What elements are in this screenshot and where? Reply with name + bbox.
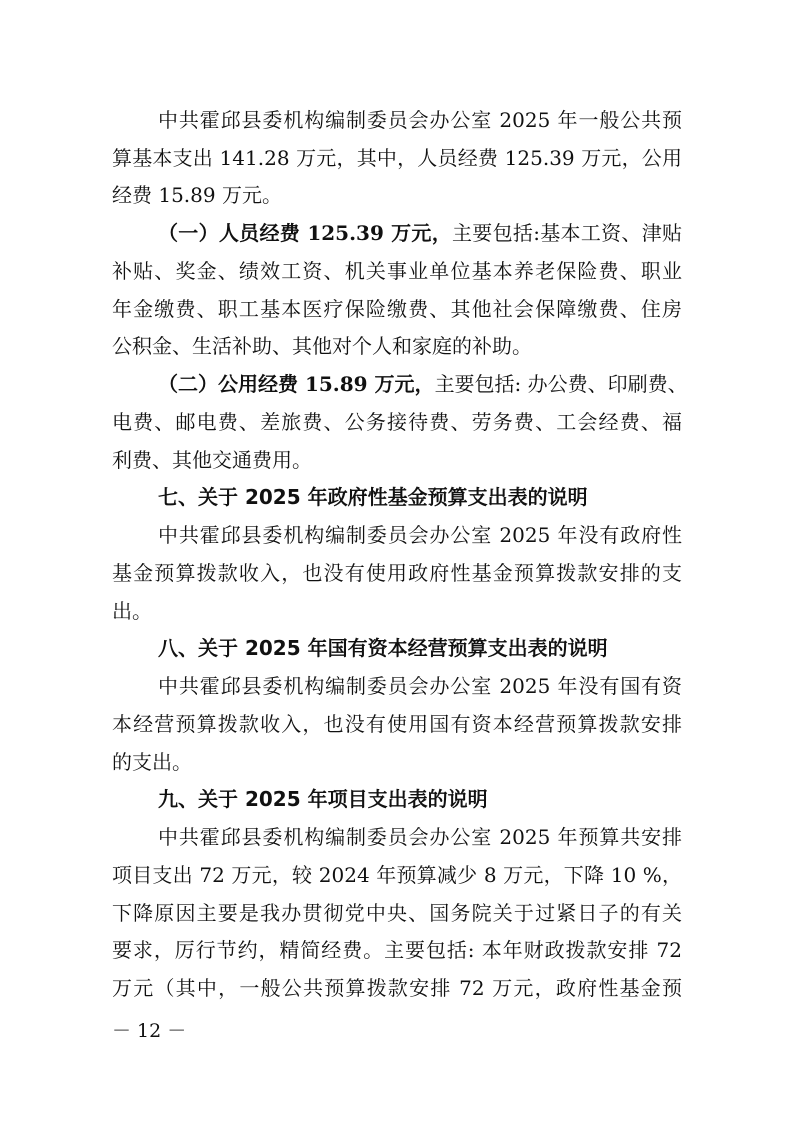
paragraph-line: 公积金、生活补助、其他对个人和家庭的补助。 <box>112 334 532 358</box>
page-number: － 12 － <box>112 1020 187 1042</box>
paragraph-text: 主要包括:基本工资、津贴 <box>452 221 682 245</box>
paragraph-line: 中共霍邱县委机构编制委员会办公室 2025 年预算共安排 <box>158 825 682 849</box>
section-heading: 七、关于 2025 年政府性基金预算支出表的说明 <box>158 485 588 509</box>
paragraph-line: 要求，厉行节约，精简经费。主要包括: 本年财政拨款安排 72 <box>112 938 682 962</box>
paragraph-line <box>158 219 682 247</box>
paragraph-line: 中共霍邱县委机构编制委员会办公室 2025 年一般公共预 <box>158 108 682 132</box>
paragraph-text: 主要包括: 办公费、印刷费、 <box>434 372 688 396</box>
paragraph-line: 算基本支出 141.28 万元，其中，人员经费 125.39 万元，公用 <box>112 146 682 170</box>
paragraph-line: 补贴、奖金、绩效工资、机关事业单位基本养老保险费、职业 <box>112 259 682 283</box>
section-lead: （二）公用经费 15.89 万元， <box>158 372 435 396</box>
paragraph-line <box>158 370 688 398</box>
paragraph-line: 万元（其中，一般公共预算拨款安排 72 万元，政府性基金预 <box>112 976 682 1000</box>
paragraph-line: 年金缴费、职工基本医疗保险缴费、其他社会保障缴费、住房 <box>112 297 682 321</box>
section-lead: （一）人员经费 125.39 万元， <box>158 221 453 245</box>
paragraph-line: 中共霍邱县委机构编制委员会办公室 2025 年没有国有资 <box>158 674 682 698</box>
paragraph-line: 下降原因主要是我办贯彻党中央、国务院关于过紧日子的有关 <box>112 901 682 925</box>
paragraph-line: 本经营预算拨款收入，也没有使用国有资本经营预算拨款安排 <box>112 712 682 736</box>
paragraph-line: 中共霍邱县委机构编制委员会办公室 2025 年没有政府性 <box>158 523 682 547</box>
paragraph-line: 电费、邮电费、差旅费、公务接待费、劳务费、工会经费、福 <box>112 410 682 434</box>
paragraph-line: 经费 15.89 万元。 <box>112 183 282 207</box>
paragraph-line: 项目支出 72 万元，较 2024 年预算减少 8 万元，下降 10 %， <box>112 863 682 887</box>
paragraph-line: 的支出。 <box>112 750 192 774</box>
paragraph-line: 出。 <box>112 599 152 623</box>
section-heading: 八、关于 2025 年国有资本经营预算支出表的说明 <box>158 636 608 660</box>
paragraph-line: 基金预算拨款收入，也没有使用政府性基金预算拨款安排的支 <box>112 561 682 585</box>
section-heading: 九、关于 2025 年项目支出表的说明 <box>158 787 488 811</box>
paragraph-line: 利费、其他交通费用。 <box>112 448 312 472</box>
